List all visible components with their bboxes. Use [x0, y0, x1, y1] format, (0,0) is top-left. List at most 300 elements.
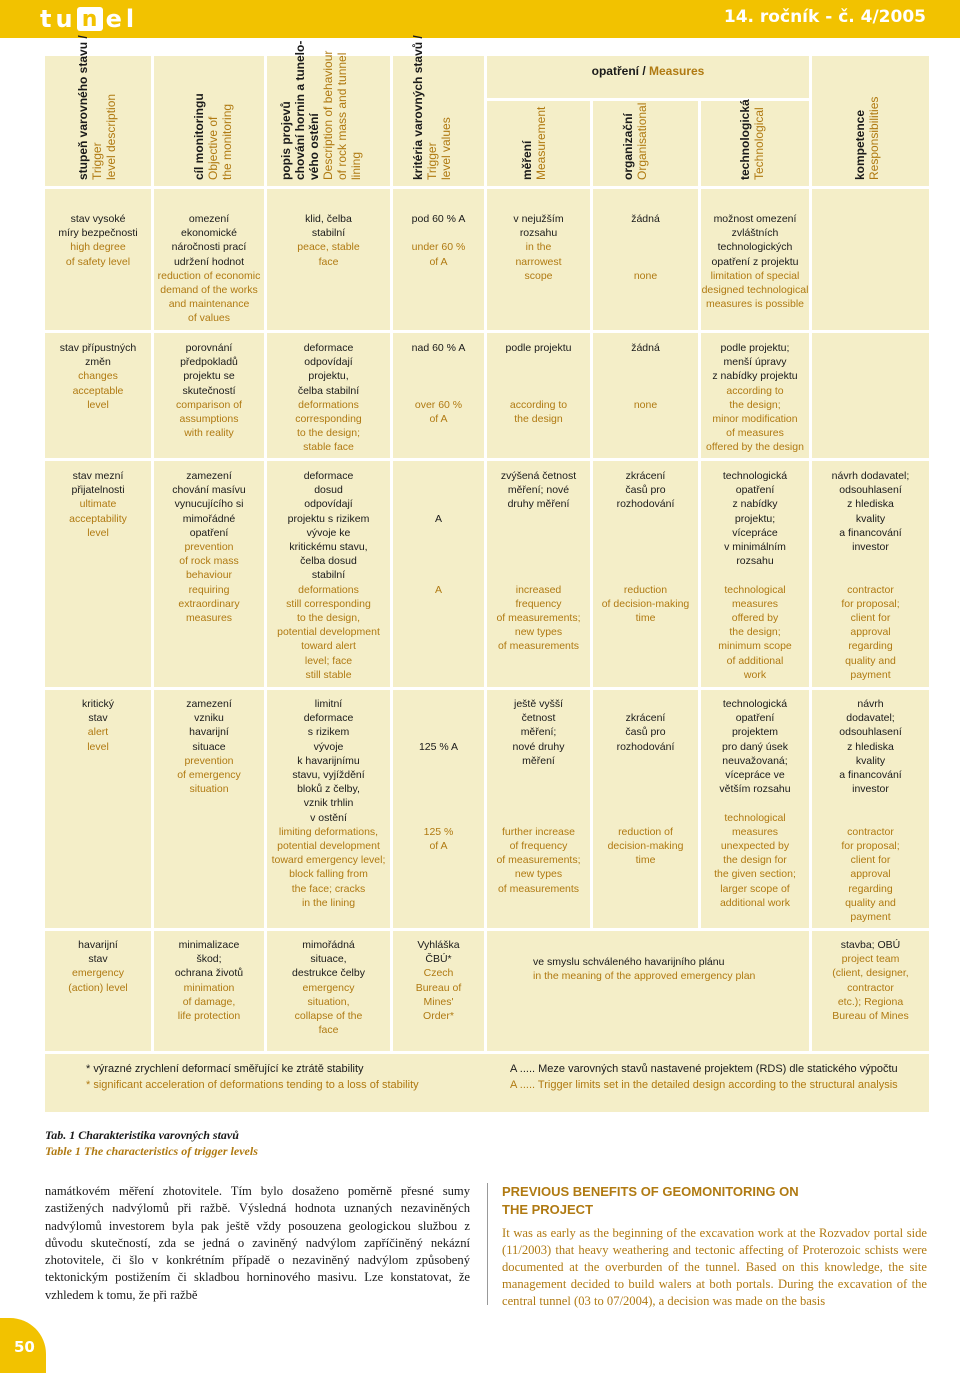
- footnote-star: [86, 1061, 419, 1093]
- cell-text-en: contractor: [847, 583, 894, 596]
- cell-text-cz: zamezení: [186, 470, 232, 482]
- header-cz: cíl monitoringu: [192, 93, 206, 180]
- cell-text-cz: opatření: [735, 712, 775, 725]
- cell-text-en: none: [633, 398, 658, 411]
- cell-text-cz: deformace: [303, 342, 354, 354]
- table-cell: [393, 938, 484, 1023]
- cell-text-en: technological: [724, 811, 786, 824]
- table-cell: [593, 469, 698, 625]
- cell-text-cz: destrukce čelby: [292, 967, 365, 980]
- cell-text-en: scope: [524, 269, 553, 282]
- cell-text-en: payment: [850, 911, 891, 924]
- cell-text-en: reduction: [623, 583, 668, 596]
- cell-text-cz: měření; nové: [507, 484, 570, 497]
- table-cell: [701, 697, 809, 910]
- table-cell: [487, 212, 590, 283]
- table-caption: [45, 1127, 258, 1159]
- emergency-measures-cz: ve smyslu schváleného havarijního plánu: [533, 956, 725, 968]
- cell-text-cz: havarijní: [78, 939, 118, 951]
- cell-text-cz: omezení: [188, 213, 230, 225]
- cell-text-en: emergency: [72, 967, 124, 980]
- cell-text-en: Mines': [423, 995, 454, 1008]
- cell-text-en: Order*: [423, 1010, 454, 1023]
- cell-text-cz: situace: [192, 740, 226, 753]
- cell-text-en: minor modification: [712, 413, 798, 426]
- cell-text-en: Czech: [423, 967, 454, 980]
- cell-text-en: approval: [850, 868, 891, 881]
- cell-text-en: regarding: [848, 640, 893, 653]
- cell-text-cz: stav přípustných: [59, 342, 137, 354]
- cell-text-en: further increase: [502, 825, 575, 838]
- cell-text-cz: podle projektu;: [720, 342, 790, 354]
- cell-text-cz: projektu s rizikem: [287, 512, 370, 525]
- cell-text-en: to the design,: [296, 612, 361, 625]
- cell-text-en: for proposal;: [841, 597, 900, 610]
- header-cz: vého ostění: [307, 113, 321, 180]
- cell-text-en: still stable: [305, 668, 352, 681]
- table-cell: [593, 697, 698, 867]
- cell-text-cz: [393, 497, 484, 511]
- cell-text-cz: žádná: [631, 342, 660, 354]
- cell-text-en: peace, stable: [297, 241, 360, 254]
- cell-text-cz: opatření: [735, 484, 775, 497]
- cell-text-cz: časů pro: [625, 484, 666, 497]
- issue-label: 14. ročník - č. 4/2005: [723, 7, 926, 27]
- cell-text-en: minimum scope: [718, 640, 792, 653]
- cell-text-en: life protection: [177, 1010, 241, 1023]
- cell-text-en: according to: [509, 398, 568, 411]
- cell-text-cz: s rizikem: [307, 726, 350, 739]
- cell-text-cz: projektu;: [734, 512, 776, 525]
- header-en: Technological: [752, 107, 766, 180]
- column-header-measurement: [520, 107, 548, 180]
- cell-text-en: work: [743, 668, 767, 681]
- cell-text-en: situation,: [307, 995, 350, 1008]
- table-cell: [45, 212, 151, 269]
- cell-text-en: reduction of: [618, 825, 673, 838]
- cell-text-cz: kvality: [855, 512, 886, 525]
- cell-text-en: extraordinary: [178, 597, 240, 610]
- cell-text-cz: vícepráce ve: [725, 769, 785, 782]
- cell-text-cz: nové druhy: [512, 740, 565, 753]
- cell-text-en: unexpected by: [720, 840, 790, 853]
- cell-text-cz: vývoje ke: [306, 526, 351, 539]
- cell-text-cz: investor: [852, 541, 889, 554]
- tunel-logo: [40, 4, 135, 34]
- cell-text-en: in the: [525, 241, 552, 254]
- cell-text-en: of emergency: [177, 769, 241, 782]
- header-en: Responsibilities: [867, 96, 881, 180]
- cell-text-cz: změn: [85, 356, 111, 369]
- cell-text-cz: ještě vyšší: [513, 698, 563, 710]
- cell-text-en: offered by the design: [706, 441, 804, 454]
- cell-text-cz: škod;: [196, 953, 222, 966]
- cell-text-en: corresponding: [295, 413, 362, 426]
- cell-text-cz: a financování: [839, 769, 902, 782]
- cell-text-cz: vzniku: [194, 712, 224, 725]
- cell-text-cz: čelba dosud: [300, 555, 357, 568]
- column-header-trigger-level: [76, 35, 118, 180]
- cell-text-en: collapse of the: [294, 1010, 363, 1023]
- cell-text-cz: A: [434, 512, 442, 525]
- cell-text-cz: opatření z projektu: [711, 255, 799, 268]
- cell-text-en: with reality: [184, 427, 234, 440]
- cell-text-en: of safety level: [65, 255, 131, 268]
- header-en: Trigger: [90, 142, 104, 180]
- cell-text-cz: náročnosti prací: [171, 241, 247, 254]
- cell-text-cz: nad 60 % A: [411, 342, 466, 354]
- cell-text-cz: technologických: [717, 241, 793, 254]
- header-cz: stupeň varovného stavu /: [76, 35, 90, 180]
- cell-text-cz: zkrácení: [625, 470, 666, 482]
- cell-text-cz: havarijní: [189, 726, 229, 739]
- cell-text-cz: udržení hodnot: [173, 255, 245, 268]
- cell-text-cz: odsouhlasení: [839, 726, 902, 739]
- cell-text-en: face: [318, 1024, 339, 1037]
- cell-text-en: alert: [87, 726, 109, 739]
- header-cz: chování hornin a tunelo-: [293, 40, 307, 180]
- cell-text-en: Bureau of Mines: [832, 1010, 909, 1023]
- cell-text-cz: bloků z čelby,: [297, 783, 360, 796]
- cell-text-en: the given section;: [714, 868, 796, 881]
- cell-text-cz: kvality: [855, 754, 886, 767]
- cell-text-cz: [393, 725, 484, 739]
- cell-text-cz: rozhodování: [616, 498, 675, 511]
- cell-text-cz: stav mezní: [72, 470, 124, 482]
- cell-text-en: increased: [515, 583, 562, 596]
- column-header-objective: [192, 93, 234, 180]
- cell-text-en: prevention: [184, 754, 234, 767]
- cell-text-en: technological: [724, 583, 786, 596]
- cell-text-cz: odpovídají: [304, 498, 353, 511]
- cell-text-en: payment: [850, 668, 891, 681]
- cell-text-en: quality and: [845, 654, 896, 667]
- cell-text-cz: chování masívu: [172, 484, 246, 497]
- cell-text-en: face: [318, 255, 339, 268]
- column-divider: [487, 1183, 488, 1305]
- cell-text-cz: situace,: [310, 953, 347, 966]
- logo-letter: l: [125, 5, 136, 33]
- cell-text-en: of measurements;: [496, 611, 581, 624]
- cell-text-en: toward alert: [301, 640, 356, 653]
- cell-text-cz: rozhodování: [616, 740, 675, 753]
- cell-text-en: demand of the works: [160, 284, 258, 297]
- cell-text-cz: z hlediska: [847, 498, 894, 511]
- header-en: of rock mass and tunnel: [335, 52, 349, 180]
- cell-text-cz: v ostění: [310, 811, 347, 824]
- table-cell: [593, 212, 698, 283]
- cell-text-en: project team: [841, 953, 900, 966]
- cell-text-en: designed technological: [701, 284, 809, 297]
- table-cell: [487, 341, 590, 426]
- cell-text-cz: [593, 697, 698, 711]
- cell-text-en: measures: [185, 612, 233, 625]
- cell-text-en: Bureau of: [415, 981, 462, 994]
- cell-text-cz: zvláštních: [731, 227, 779, 240]
- cell-text-en: of A: [429, 412, 448, 425]
- table-cell: [812, 697, 929, 924]
- cell-text-cz: odpovídají: [304, 356, 353, 369]
- header-en: level values: [439, 117, 453, 180]
- cell-text-cz: neuvažovaná;: [722, 754, 788, 767]
- cell-text-en: the design: [514, 412, 563, 425]
- header-cz: kompetence: [853, 109, 867, 180]
- cell-text-en: behaviour: [185, 569, 233, 582]
- cell-text-cz: podle projektu: [505, 342, 572, 354]
- cell-text-en: (action) level: [68, 981, 128, 994]
- cell-text-en: block falling from: [289, 868, 368, 881]
- emergency-measures: [533, 955, 755, 983]
- cell-text-en: of additional: [726, 654, 784, 667]
- table-cell: [393, 212, 484, 269]
- cell-text-en: high degree: [70, 241, 126, 254]
- cell-text-cz: dodavatel;: [846, 712, 895, 725]
- cell-text-en: comparison of: [176, 398, 242, 411]
- cell-text-cz: porovnání: [185, 342, 233, 354]
- cell-text-cz: stabilní: [311, 227, 346, 240]
- cell-text-cz: technologická: [722, 698, 788, 710]
- table-cell: [267, 469, 390, 682]
- cell-text-cz: opatření: [189, 526, 229, 539]
- cell-text-cz: ekonomické: [180, 227, 238, 240]
- table-cell: [487, 697, 590, 896]
- table-cell: [393, 341, 484, 426]
- cell-text-en: client for: [850, 854, 891, 867]
- cell-text-cz: zvýšená četnost: [500, 470, 577, 482]
- header-en: Description of behaviour: [321, 50, 335, 180]
- body-text-cz: namátkovém měření zhotovitele. Tím bylo dosaženo poměrně přesné sumy zastižených nadvýlomů při ražbě. Výsledná hodnota uznaných nezaviněných nadvýlomů investorem byla pak ještě vždy posouzena geologickou službou z důvodu skutečností, zda se jedná o zaviněný nadvýlom zapříčiněný nekázní zhotovitele, či šlo v konkrétním případě o nezaviněný nadvýlom způsobený tektonickým postižením či skladbou horninového masivu. Lze konstatovat, že vzhledem k tomu, že při ražbě: [45, 1184, 470, 1302]
- cell-text-en: of values: [187, 312, 231, 325]
- cell-text-en: none: [633, 269, 658, 282]
- cell-text-cz: pod 60 % A: [411, 213, 466, 225]
- cell-text-cz: v minimálním: [724, 541, 786, 554]
- cell-text-en: acceptable: [72, 384, 124, 397]
- logo-letter-boxed: n: [77, 7, 103, 31]
- cell-text-en: deformations: [298, 398, 359, 411]
- cell-text-en: emergency: [302, 981, 355, 994]
- column-header-technological: [738, 99, 766, 180]
- table-cell: [393, 469, 484, 597]
- cell-text-en: acceptability: [69, 512, 127, 525]
- cell-text-cz: investor: [852, 783, 889, 796]
- cell-text-en: the design for: [723, 854, 787, 867]
- table-cell: [812, 469, 929, 682]
- cell-text-en: situation: [189, 783, 229, 796]
- cell-text-cz: časů pro: [625, 726, 666, 739]
- column-header-trigger-values: [411, 35, 453, 180]
- cell-text-en: contractor: [847, 825, 894, 838]
- cell-text-en: time: [635, 854, 656, 867]
- cell-text-en: 125 %: [423, 825, 454, 838]
- logo-letter: u: [55, 5, 74, 33]
- cell-text-en: the face; cracks: [291, 882, 366, 895]
- logo-letter: e: [105, 5, 123, 33]
- cell-text-cz: mimořádné: [182, 512, 236, 525]
- cell-text-en: prevention: [184, 541, 234, 554]
- cell-text-cz: zkrácení: [625, 712, 666, 725]
- table-cell: [701, 341, 809, 455]
- header-en: Organisational: [635, 102, 649, 180]
- cell-text-cz: kritický: [81, 698, 115, 710]
- cell-text-cz: pro daný úsek: [722, 740, 788, 753]
- cell-text-cz: [393, 697, 484, 711]
- cell-text-en: according to: [726, 384, 784, 397]
- cell-text-cz: žádná: [631, 213, 660, 225]
- table-cell: [45, 341, 151, 412]
- cell-text-cz: měření;: [520, 726, 557, 739]
- table-cell: [812, 938, 929, 1023]
- measures-header-en: Measures: [648, 64, 705, 78]
- cell-text-cz: projektem: [731, 726, 779, 739]
- emergency-measures-en: in the meaning of the approved emergency plan: [533, 970, 756, 983]
- table-cell: [593, 341, 698, 412]
- cell-text-en: limiting deformations,: [278, 825, 379, 838]
- cell-text-cz: skutečností: [182, 384, 236, 397]
- table-cell: [487, 469, 590, 654]
- cell-text-en: new types: [514, 868, 563, 881]
- cell-text-cz: stavu, vyjíždění: [292, 769, 365, 782]
- header-en: Trigger: [425, 142, 439, 180]
- cell-text-en: potential development: [277, 626, 380, 639]
- cell-text-cz: z hlediska: [847, 740, 894, 753]
- cell-text-en: under 60 %: [411, 241, 466, 254]
- table-cell: [154, 212, 264, 326]
- cell-text-en: in the lining: [301, 896, 356, 909]
- page-number: 50: [14, 1338, 35, 1356]
- header-cz: organizační: [621, 113, 635, 180]
- cell-text-en: measures: [731, 825, 779, 838]
- header-cz: měření: [520, 140, 534, 180]
- cell-text-en: to the design;: [296, 427, 361, 440]
- column-header-description: [279, 41, 363, 180]
- header-cz: technologická: [738, 99, 752, 180]
- table-cell: [701, 212, 809, 311]
- table-cell: [154, 697, 264, 796]
- cell-text-en: of measures: [726, 427, 784, 440]
- cell-text-en: offered by: [731, 612, 779, 625]
- page-number-tab: [0, 1318, 46, 1373]
- cell-text-en: requiring: [188, 583, 230, 596]
- cell-text-en: frequency: [515, 597, 562, 610]
- measures-group-header: [487, 64, 809, 78]
- cell-text-en: the design;: [729, 398, 781, 411]
- cell-text-cz: předpokladů: [180, 356, 238, 369]
- column-header-organisational: [621, 103, 649, 180]
- cell-text-cz: dosud: [314, 484, 343, 497]
- header-cz: kritéria varovných stavů /: [411, 35, 425, 180]
- cell-text-cz: z nabídky projektu: [712, 370, 798, 383]
- cell-text-cz: z nabídky: [732, 498, 778, 511]
- cell-text-en: for proposal;: [841, 840, 900, 852]
- cell-text-en: stable face: [303, 441, 354, 454]
- cell-text-en: of damage,: [182, 995, 236, 1008]
- cell-text-en: of measurements: [497, 640, 580, 653]
- table-cell: [267, 697, 390, 910]
- cell-text-en: and maintenance: [168, 298, 250, 311]
- cell-text-cz: návrh: [857, 698, 884, 710]
- caption-en: Table 1 The characteristics of trigger levels: [45, 1144, 258, 1158]
- cell-text-en: assumptions: [179, 413, 239, 426]
- header-en: lining: [349, 151, 363, 180]
- cell-text-cz: vznik trhlin: [303, 797, 354, 810]
- cell-text-en: over 60 %: [414, 398, 463, 411]
- cell-text-cz: vývoje: [313, 740, 344, 753]
- cell-text-cz: míry bezpečnosti: [58, 227, 138, 240]
- cell-text-en: of measurements: [497, 882, 580, 895]
- cell-text-cz: mimořádná: [302, 939, 355, 951]
- cell-text-cz: minimalizace: [178, 939, 240, 951]
- cell-text-cz: limitní: [314, 698, 343, 710]
- table-cell: [267, 212, 390, 269]
- cell-text-cz: zamezení: [186, 698, 232, 710]
- cell-text-cz: stavba; OBÚ: [840, 939, 901, 951]
- cell-text-en: etc.); Regiona: [837, 995, 904, 1008]
- body-text-en: It was as early as the beginning of the excavation work at the Rozvadov portal side (11/2003) that heavy weathering and tectonic affecting of Proterozoic schists were documented at the overburden of the tunnel. Based on this knowledge, the site management decided to build walers at both portals. During the excavation of the central tunnel (03 to 07/2004), a decision was made on the basis: [502, 1226, 927, 1309]
- cell-text-cz: čelba stabilní: [297, 384, 360, 397]
- cell-text-en: (client, designer,: [832, 967, 909, 980]
- cell-text-cz: druhy měření: [507, 498, 570, 511]
- footnote-star-en: * significant acceleration of deformations tending to a loss of stability: [86, 1079, 419, 1091]
- cell-text-en: the design;: [729, 626, 781, 639]
- cell-text-en: regarding: [848, 882, 893, 895]
- cell-text-en: deformations: [298, 583, 359, 596]
- footnote-a-cz: A ..... Meze varovných stavů nastavené projektem (RDS) dle statického výpočtu: [510, 1063, 898, 1075]
- header-en: Measurement: [534, 106, 548, 180]
- cell-text-cz: [393, 469, 484, 483]
- logo-letter: t: [40, 5, 53, 33]
- cell-text-en: A: [434, 583, 442, 596]
- header-cz: popis projevů: [279, 101, 293, 180]
- cell-text-cz: kritickému stavu,: [289, 541, 368, 554]
- cell-text-en: changes: [78, 370, 118, 383]
- measures-header-cz: opatření /: [591, 64, 649, 78]
- table-cell: [154, 469, 264, 625]
- cell-text-en: time: [635, 611, 656, 624]
- cell-text-en: level; face: [304, 654, 353, 667]
- cell-text-cz: menší úpravy: [723, 356, 787, 369]
- cell-text-cz: odsouhlasení: [839, 484, 902, 497]
- cell-text-en: level: [87, 526, 109, 539]
- cell-text-en: measures is possible: [705, 298, 805, 311]
- cell-text-en: reduction of economic: [157, 269, 261, 282]
- cell-text-cz: projektu se: [183, 370, 235, 383]
- cell-text-en: contractor: [847, 981, 894, 994]
- cell-text-cz: deformace: [303, 712, 354, 725]
- table-cell: [393, 697, 484, 853]
- cell-text-cz: klid, čelba: [305, 213, 352, 225]
- cell-text-cz: vynucujícího si: [174, 498, 244, 511]
- cell-text-en: new types: [514, 626, 563, 639]
- cell-text-cz: stav: [88, 953, 108, 966]
- cell-text-cz: stabilní: [311, 569, 346, 582]
- section-title: PREVIOUS BENEFITS OF GEOMONITORING ON THE PROJECT: [502, 1184, 799, 1217]
- cell-text-cz: vícepráce: [732, 526, 778, 539]
- cell-text-cz: rozsahu: [519, 227, 558, 240]
- cell-text-cz: větším rozsahu: [719, 783, 791, 796]
- header-en: level description: [104, 93, 118, 180]
- cell-text-cz: a financování: [839, 526, 902, 539]
- cell-text-cz: četnost: [521, 712, 556, 725]
- cell-text-en: of A: [429, 839, 448, 852]
- cell-text-cz: stav vysoké: [70, 213, 126, 225]
- cell-text-cz: rozsahu: [736, 555, 774, 568]
- table-cell: [45, 469, 151, 540]
- cell-text-en: additional work: [719, 896, 791, 909]
- caption-cz: Tab. 1 Charakteristika varovných stavů: [45, 1128, 239, 1142]
- cell-text-cz: deformace: [303, 470, 354, 482]
- cell-text-cz: k havarijnímu: [297, 754, 360, 767]
- footnote-a-en: A ..... Trigger limits set in the detailed design according to the structural analysis: [510, 1079, 898, 1091]
